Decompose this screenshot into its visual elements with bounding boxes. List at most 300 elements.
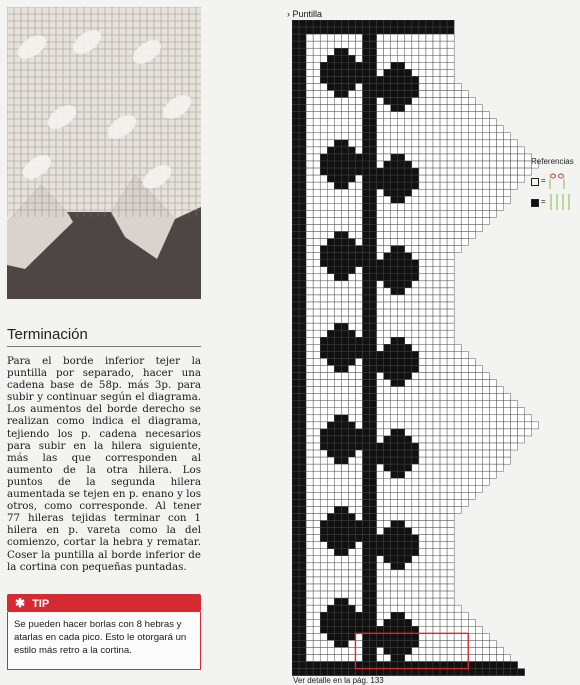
chart-cell [391,337,398,344]
chart-cell [348,91,355,98]
chart-cell [384,239,391,246]
chart-cell [341,570,348,577]
chart-cell [440,41,447,48]
chart-cell [412,535,419,542]
chart-cell [419,365,426,372]
chart-cell [334,478,341,485]
chart-cell [405,76,412,83]
chart-cell [391,464,398,471]
chart-cell [384,210,391,217]
chart-cell [475,457,482,464]
chart-cell [405,387,412,394]
chart-cell [355,168,362,175]
chart-cell [433,55,440,62]
chart-cell [341,203,348,210]
chart-cell [299,161,306,168]
chart-cell [454,394,461,401]
chart-cell [454,351,461,358]
chart-cell [412,584,419,591]
chart-cell [405,373,412,380]
chart-cell [405,485,412,492]
chart-cell [398,570,405,577]
chart-cell [299,514,306,521]
chart-cell [398,662,405,669]
chart-cell [313,450,320,457]
chart-cell [384,98,391,105]
chart-cell [454,344,461,351]
chart-cell [292,140,299,147]
section-divider [7,346,201,347]
chart-cell [327,27,334,34]
chart-cell [433,619,440,626]
chart-cell [384,436,391,443]
chart-cell [433,161,440,168]
chart-cell [292,281,299,288]
chart-cell [306,196,313,203]
chart-cell [454,506,461,513]
chart-cell [468,640,475,647]
chart-cell [348,182,355,189]
chart-cell [384,415,391,422]
chart-cell [306,91,313,98]
chart-cell [405,570,412,577]
chart-cell [496,401,503,408]
chart-cell [306,612,313,619]
chart-cell [334,267,341,274]
chart-cell [292,48,299,55]
chart-cell [426,394,433,401]
chart-cell [433,535,440,542]
chart-cell [391,41,398,48]
chart-cell [419,647,426,654]
chart-cell [412,337,419,344]
chart-cell [419,521,426,528]
chart-cell [398,62,405,69]
chart-cell [426,112,433,119]
chart-cell [363,91,370,98]
chart-cell [433,69,440,76]
chart-cell [313,330,320,337]
chart-cell [313,535,320,542]
chart-cell [504,408,511,415]
chart-cell [320,514,327,521]
chart-cell [320,140,327,147]
chart-cell [327,485,334,492]
chart-cell [398,112,405,119]
chart-cell [391,415,398,422]
chart-cell [398,633,405,640]
chart-cell [384,232,391,239]
chart-cell [313,408,320,415]
chart-cell [412,514,419,521]
chart-cell [334,655,341,662]
chart-cell [398,91,405,98]
chart-cell [370,27,377,34]
chart-cell [489,161,496,168]
chart-cell [398,521,405,528]
chart-cell [419,387,426,394]
chart-cell [489,126,496,133]
chart-cell [377,443,384,450]
chart-cell [398,41,405,48]
chart-cell [341,69,348,76]
chart-cell [440,323,447,330]
chart-cell [313,27,320,34]
chart-cell [391,182,398,189]
chart-cell [341,140,348,147]
chart-cell [384,485,391,492]
chart-cell [412,358,419,365]
chart-cell [405,62,412,69]
chart-cell [461,351,468,358]
chart-cell [454,457,461,464]
chart-cell [377,464,384,471]
chart-cell [504,182,511,189]
chart-cell [363,443,370,450]
chart-cell [348,485,355,492]
chart-cell [391,535,398,542]
chart-cell [489,140,496,147]
chart-cell [306,20,313,27]
chart-cell [299,612,306,619]
chart-cell [454,154,461,161]
chart-cell [405,415,412,422]
chart-cell [454,436,461,443]
chart-cell [370,344,377,351]
chart-cell [440,499,447,506]
chart-cell [292,253,299,260]
chart-cell [426,260,433,267]
chart-cell [419,133,426,140]
chart-cell [348,140,355,147]
chart-cell [440,640,447,647]
tip-text: Se pueden hacer borlas con 8 hebras y atarlas en cada pico. Esto le otorgará un estilo más retro a la cortina. [14,619,187,656]
chart-cell [313,380,320,387]
chart-cell [355,570,362,577]
chart-cell [461,457,468,464]
chart-cell [292,521,299,528]
chart-cell [440,210,447,217]
chart-cell [363,189,370,196]
chart-cell [341,105,348,112]
chart-cell [405,443,412,450]
chart-cell [426,281,433,288]
chart-cell [292,577,299,584]
chart-cell [334,577,341,584]
chart-cell [384,55,391,62]
chart-cell [468,203,475,210]
chart-cell [320,34,327,41]
chart-cell [320,330,327,337]
chart-cell [363,309,370,316]
chart-cell [482,662,489,669]
chart-cell [370,140,377,147]
chart-cell [292,20,299,27]
chart-cell [440,521,447,528]
chart-cell [334,598,341,605]
chart-cell [355,91,362,98]
chart-cell [377,655,384,662]
chart-cell [320,281,327,288]
chart-cell [327,655,334,662]
chart-cell [419,210,426,217]
chart-cell [433,365,440,372]
chart-cell [398,619,405,626]
chart-cell [447,408,454,415]
chart-cell [433,633,440,640]
chart-cell [461,450,468,457]
chart-cell [320,20,327,27]
chart-cell [327,640,334,647]
chart-cell [433,41,440,48]
chart-cell [475,471,482,478]
chart-cell [377,323,384,330]
chart-cell [405,365,412,372]
chart-cell [370,655,377,662]
chart-cell [518,415,525,422]
chart-cell [405,577,412,584]
chart-cell [412,492,419,499]
chart-cell [447,55,454,62]
chart-cell [299,365,306,372]
chart-cell [334,492,341,499]
chart-cell [419,189,426,196]
chart-cell [447,528,454,535]
chart-cell [320,133,327,140]
chart-cell [468,196,475,203]
chart-cell [447,91,454,98]
chart-cell [391,387,398,394]
chart-cell [355,41,362,48]
chart-cell [334,232,341,239]
chart-cell [320,655,327,662]
chart-cell [468,408,475,415]
chart-cell [391,288,398,295]
chart-cell [377,182,384,189]
chart-cell [454,605,461,612]
chart-cell [327,626,334,633]
chart-cell [412,598,419,605]
chart-cell [341,443,348,450]
chart-cell [398,380,405,387]
chart-cell [405,521,412,528]
chart-cell [370,168,377,175]
chart-cell [299,662,306,669]
chart-cell [433,499,440,506]
chart-cell [377,471,384,478]
chart-cell [292,98,299,105]
chart-cell [334,401,341,408]
chart-cell [348,246,355,253]
chart-cell [426,591,433,598]
chart-cell [355,140,362,147]
chart-cell [433,549,440,556]
chart-cell [419,605,426,612]
chart-cell [313,464,320,471]
chart-cell [313,358,320,365]
chart-cell [447,337,454,344]
chart-cell [398,471,405,478]
chart-cell [391,133,398,140]
chart-cell [292,168,299,175]
chart-cell [299,394,306,401]
chart-cell [511,422,518,429]
chart-cell [461,429,468,436]
chart-cell [313,302,320,309]
chart-cell [363,605,370,612]
chart-cell [313,612,320,619]
chart-cell [454,161,461,168]
chart-cell [355,126,362,133]
chart-cell [398,422,405,429]
chart-cell [447,443,454,450]
chart-cell [363,528,370,535]
chart-cell [419,450,426,457]
chart-cell [299,506,306,513]
chart-cell [334,168,341,175]
chart-cell [313,662,320,669]
chart-cell [313,351,320,358]
empty-square-icon [531,178,539,186]
chart-cell [454,126,461,133]
chart-cell [398,55,405,62]
chart-cell [496,161,503,168]
chart-cell [440,154,447,161]
chart-cell [377,126,384,133]
chart-cell [363,119,370,126]
chart-cell [320,577,327,584]
chart-cell [447,196,454,203]
chart-cell [370,521,377,528]
chart-cell [482,119,489,126]
chart-cell [341,647,348,654]
chart-cell [327,41,334,48]
chart-cell [306,408,313,415]
chart-cell [377,217,384,224]
chart-cell [391,69,398,76]
chart-cell [313,83,320,90]
chart-cell [412,224,419,231]
tip-header [7,594,201,612]
chart-cell [313,112,320,119]
chart-cell [327,563,334,570]
chart-cell [433,401,440,408]
chart-cell [334,260,341,267]
chart-cell [475,154,482,161]
chart-cell [306,27,313,34]
chart-cell [419,105,426,112]
chart-cell [341,436,348,443]
chart-cell [320,605,327,612]
chart-cell [426,140,433,147]
chart-cell [398,655,405,662]
chart-cell [355,577,362,584]
chart-cell [391,584,398,591]
chart-cell [419,478,426,485]
chart-cell [398,161,405,168]
chart-cell [405,91,412,98]
chart-cell [525,415,532,422]
chart-cell [384,62,391,69]
chart-cell [370,98,377,105]
chart-cell [433,295,440,302]
chart-cell [440,612,447,619]
chart-cell [341,217,348,224]
chart-cell [313,591,320,598]
chart-cell [384,351,391,358]
chart-cell [377,619,384,626]
chart-cell [370,309,377,316]
chart-cell [299,478,306,485]
chart-cell [348,330,355,337]
chart-cell [391,98,398,105]
chart-cell [440,76,447,83]
chart-cell [348,556,355,563]
chart-cell [433,373,440,380]
chart-cell [377,288,384,295]
chart-cell [447,535,454,542]
chart-cell [348,316,355,323]
chart-cell [341,182,348,189]
chart-cell [482,669,489,676]
chart-cell [355,535,362,542]
chart-cell [468,189,475,196]
chart-cell [433,612,440,619]
chart-cell [405,344,412,351]
chart-cell [391,147,398,154]
chart-cell [482,175,489,182]
chart-cell [341,133,348,140]
chart-cell [341,239,348,246]
chart-cell [468,647,475,654]
chart-cell [313,478,320,485]
chart-cell [320,478,327,485]
chart-cell [504,161,511,168]
chart-cell [355,365,362,372]
chart-cell [341,408,348,415]
chart-cell [355,309,362,316]
chart-cell [391,429,398,436]
chart-cell [292,309,299,316]
chart-cell [370,506,377,513]
chart-cell [299,196,306,203]
chart-cell [355,492,362,499]
chart-cell [419,224,426,231]
chart-cell [348,147,355,154]
chart-cell [440,34,447,41]
chart-cell [440,267,447,274]
chart-cell [412,83,419,90]
chart-cell [306,640,313,647]
chart-cell [313,542,320,549]
chart-cell [447,281,454,288]
chart-cell [355,401,362,408]
chart-cell [384,577,391,584]
chart-cell [313,337,320,344]
chart-cell [511,168,518,175]
chart-cell [348,514,355,521]
chart-cell [355,224,362,231]
chart-cell [426,471,433,478]
chart-cell [391,112,398,119]
chart-cell [341,422,348,429]
chart-cell [327,584,334,591]
chart-cell [391,478,398,485]
chart-cell [384,478,391,485]
chart-cell [363,633,370,640]
chart-cell [468,168,475,175]
chart-cell [426,330,433,337]
